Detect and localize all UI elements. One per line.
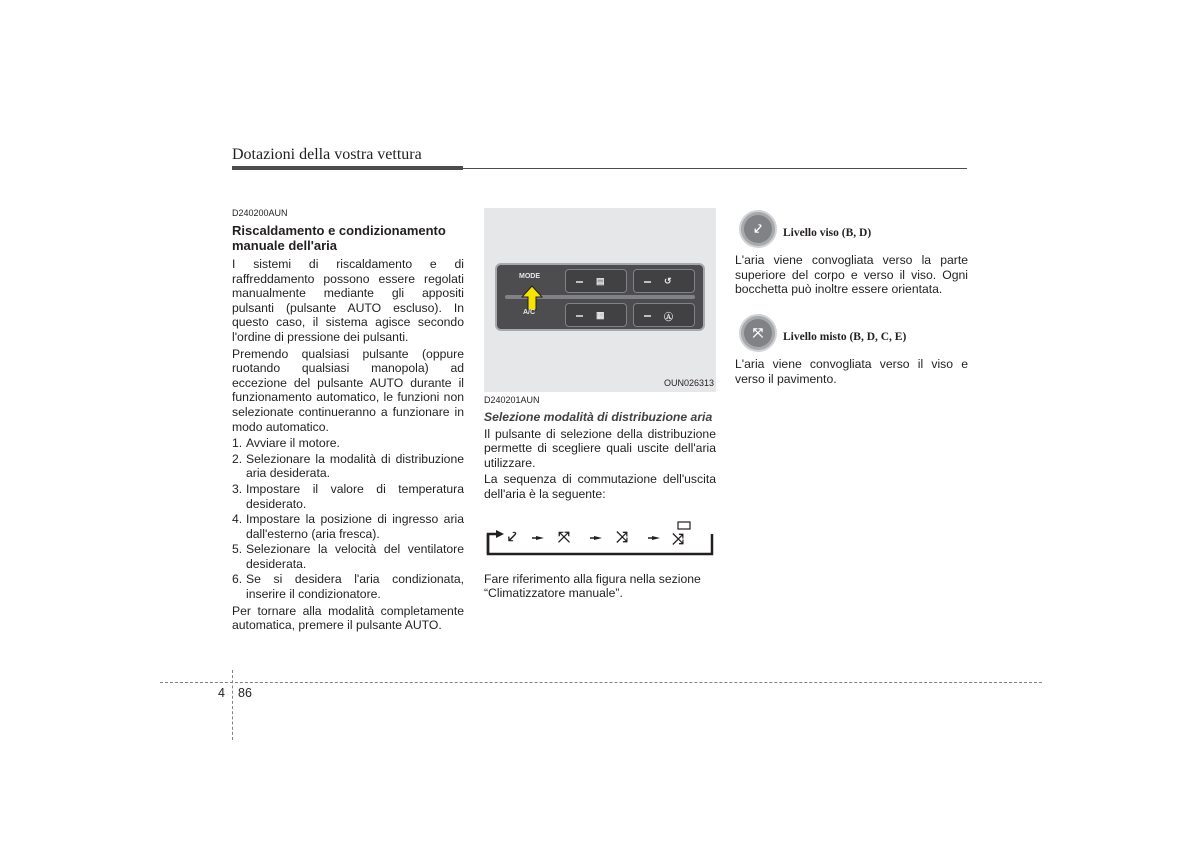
list-item <box>232 512 464 541</box>
step-number: 5. <box>232 542 243 557</box>
footer-rule <box>160 682 1042 683</box>
step-text: Selezionare la modalità di distribuzione aria desiderata. <box>246 451 464 481</box>
auto-a-icon: Ⓐ <box>664 312 674 322</box>
step-text: Avviare il motore. <box>246 436 340 451</box>
defrost-button <box>565 269 627 293</box>
header-rule-thick <box>232 166 463 170</box>
indicator-led <box>644 315 651 317</box>
paragraph: La sequenza di commutazione dell'uscita dell'aria è la seguente: <box>484 472 716 501</box>
list-item <box>232 542 464 571</box>
page-number: 86 <box>238 686 252 700</box>
bi-level-badge-icon <box>739 314 777 352</box>
svg-text:⤦: ⤦ <box>508 528 517 546</box>
defrost-icon: ▤ <box>596 276 605 286</box>
step-text: Se si desidera l'aria condizionata, inserire il condizionatore. <box>246 572 464 602</box>
step-text: Impostare il valore di temperatura desiderato. <box>246 481 464 511</box>
figure-code: OUN026313 <box>663 378 714 388</box>
floor-defrost-icon <box>672 522 690 548</box>
list-item <box>232 482 464 511</box>
step-number: 2. <box>232 451 243 466</box>
step-text: Impostare la posizione di ingresso aria dall'esterno (aria fresca). <box>246 512 464 541</box>
face-vent-icon <box>508 528 517 546</box>
column-right <box>735 253 968 299</box>
svg-text:⤨: ⤨ <box>616 528 629 546</box>
column-middle <box>484 394 716 603</box>
ac-label: A/C <box>523 309 536 316</box>
recirculation-icon: ↺ <box>664 276 672 286</box>
climate-control-panel <box>495 263 705 331</box>
footer-divider <box>232 670 233 740</box>
bi-level-icon <box>558 528 570 546</box>
header-rule-thin <box>463 168 967 169</box>
column-right-lower <box>735 357 968 388</box>
paragraph: L'aria viene convogliata verso la parte superiore del corpo e verso il viso. Ogni bocchetta può inoltre essere orientata. <box>735 253 968 297</box>
section-code: D240200AUN <box>232 208 288 218</box>
column-left <box>232 207 464 635</box>
section-subheading: Selezione modalità di distribuzione aria <box>484 410 713 424</box>
paragraph: Per tornare alla modalità completamente automatica, premere il pulsante AUTO. <box>232 603 464 633</box>
list-item <box>232 452 464 481</box>
list-item <box>232 436 464 451</box>
level-title: Livello viso (B, D) <box>783 227 872 239</box>
mode-label: MODE <box>519 273 540 280</box>
step-number: 3. <box>232 481 243 496</box>
list-item <box>232 572 464 601</box>
control-panel-figure <box>484 208 716 392</box>
level-title: Livello misto (B, D, C, E) <box>783 331 907 343</box>
indicator-led <box>576 315 583 317</box>
rear-defrost-icon: ▦ <box>596 310 605 320</box>
paragraph: Premendo qualsiasi pulsante (oppure ruotando qualsiasi manopola) ad eccezione del pulsante AUTO durante il funzionamento automatico, le funzioni non selezionate continueranno a funzionare in modo automatico. <box>232 346 464 434</box>
section-heading: Riscaldamento e condizionamento manuale dell'aria <box>232 223 446 253</box>
arrow-up-icon <box>521 285 543 311</box>
paragraph: L'aria viene convogliata verso il viso e verso il pavimento. <box>735 357 968 386</box>
paragraph: Il pulsante di selezione della distribuzione permette di scegliere quali uscite dell'aria utilizzare. <box>484 426 716 470</box>
svg-text:⤨: ⤨ <box>672 530 685 548</box>
chapter-number: 4 <box>218 686 225 700</box>
indicator-led <box>576 281 583 283</box>
rear-defrost-button <box>565 303 627 327</box>
face-vent-icon: ⤦ <box>744 215 772 243</box>
step-number: 4. <box>232 512 243 527</box>
indicator-led <box>644 281 651 283</box>
steps-list <box>232 436 464 602</box>
paragraph: Fare riferimento alla figura nella sezione “Climatizzatore manuale”. <box>484 571 701 601</box>
section-code: D240201AUN <box>484 395 540 405</box>
recirculation-button <box>633 269 695 293</box>
step-text: Selezionare la velocità del ventilatore desiderata. <box>246 542 464 571</box>
floor-vent-icon <box>616 528 628 546</box>
auto-a-button <box>633 303 695 327</box>
face-level-icon <box>739 210 777 248</box>
step-number: 1. <box>232 436 243 451</box>
bi-level-icon: ⤧ <box>744 319 772 347</box>
mode-sequence-diagram <box>486 520 714 556</box>
paragraph: I sistemi di riscaldamento e di raffreddamento possono essere regolati manualmente mediante gli appositi pulsanti (pulsante AUTO escluso). In questo caso, il sistema agisce secondo l'ordine di pressione dei pulsanti. <box>232 257 464 344</box>
svg-text:⤧: ⤧ <box>558 528 571 546</box>
step-number: 6. <box>232 572 243 587</box>
page-header-title: Dotazioni della vostra vettura <box>232 146 422 163</box>
